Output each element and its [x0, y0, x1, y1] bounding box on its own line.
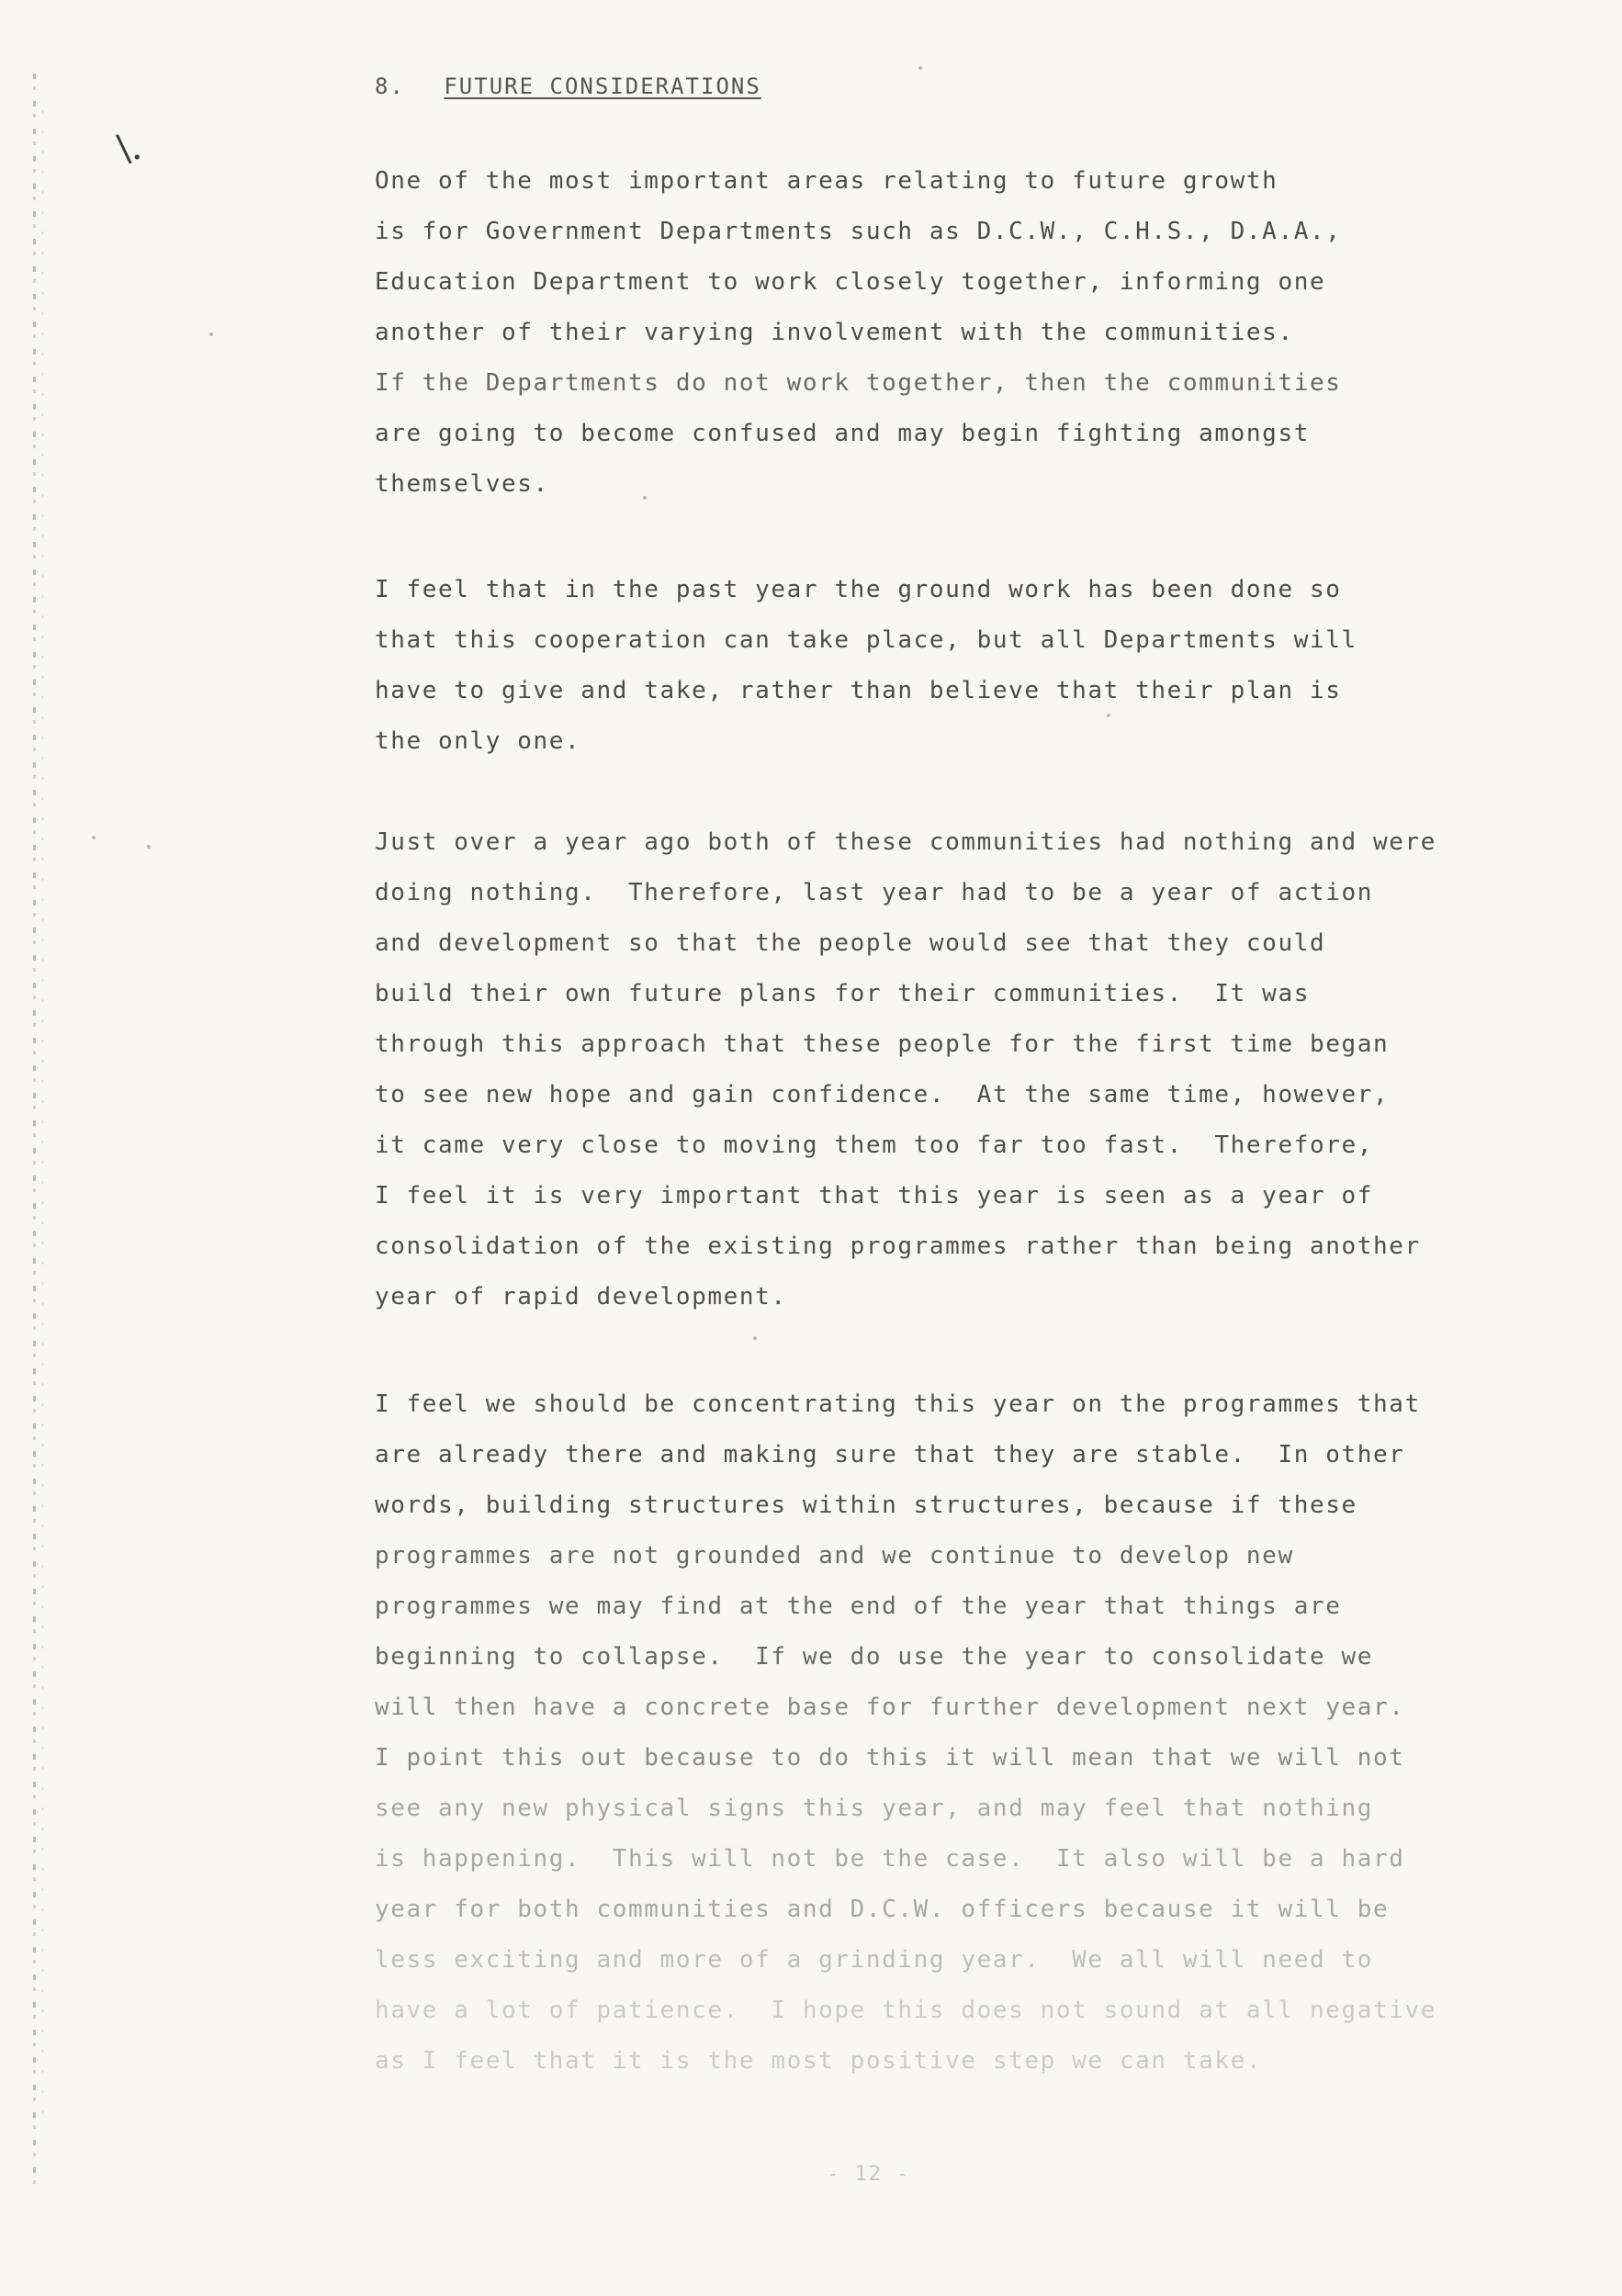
paper-speck — [753, 1336, 757, 1340]
text-line: I feel we should be concentrating this year on the programmes that — [375, 1390, 1421, 1418]
text-line: to see new hope and gain confidence. At the same time, however, — [375, 1081, 1390, 1109]
paper-speck — [92, 836, 96, 839]
text-line: programmes we may find at the end of the year that things are — [375, 1593, 1342, 1620]
text-line: as I feel that it is the most positive step we can take. — [375, 2047, 1263, 2075]
text-line: have to give and take, rather than believe that their plan is — [375, 677, 1342, 704]
text-line: If the Departments do not work together, then the communities — [375, 369, 1342, 397]
text-line: it came very close to moving them too far too fast. Therefore, — [375, 1131, 1373, 1159]
section-title: FUTURE CONSIDERATIONS — [444, 73, 761, 99]
section-heading — [375, 73, 761, 99]
page-number: - 12 - — [827, 2163, 911, 2186]
paper-speck — [918, 66, 922, 70]
text-line: is for Government Departments such as D.C.W., C.H.S., D.A.A., — [375, 218, 1342, 245]
paper-speck — [643, 496, 647, 500]
text-line: see any new physical signs this year, and may feel that nothing — [375, 1795, 1373, 1822]
text-line: another of their varying involvement with the communities. — [375, 319, 1294, 346]
text-line: programmes are not grounded and we continue to develop new — [375, 1542, 1294, 1570]
text-line: that this cooperation can take place, but all Departments will — [375, 626, 1357, 654]
text-line: will then have a concrete base for further development next year. — [375, 1694, 1405, 1721]
paper-speck — [1107, 714, 1110, 717]
text-line: I feel it is very important that this year is seen as a year of — [375, 1182, 1373, 1210]
text-line: year for both communities and D.C.W. officers because it will be — [375, 1896, 1390, 1923]
paragraph-3 — [375, 817, 1523, 1322]
text-line: words, building structures within structures, because if these — [375, 1491, 1357, 1519]
text-line: consolidation of the existing programmes rather than being another — [375, 1232, 1421, 1260]
text-line: Just over a year ago both of these communities had nothing and were — [375, 828, 1436, 856]
text-line: build their own future plans for their communities. It was — [375, 980, 1310, 1007]
text-line: themselves. — [375, 470, 549, 498]
section-number: 8. — [375, 73, 405, 99]
text-line: through this approach that these people for the first time began — [375, 1030, 1390, 1058]
text-line: I point this out because to do this it will mean that we will not — [375, 1744, 1405, 1772]
paragraph-2 — [375, 565, 1523, 767]
text-line: Education Department to work closely together, informing one — [375, 268, 1326, 296]
binding-edge-shadow — [42, 110, 43, 2131]
text-line: beginning to collapse. If we do use the year to consolidate we — [375, 1643, 1373, 1671]
text-line: doing nothing. Therefore, last year had to be a year of action — [375, 879, 1373, 906]
text-line: I feel that in the past year the ground work has been done so — [375, 576, 1342, 603]
text-line: year of rapid development. — [375, 1283, 787, 1311]
paragraph-1 — [375, 156, 1523, 510]
text-line: are going to become confused and may begin fighting amongst — [375, 420, 1310, 447]
text-line: less exciting and more of a grinding year. We all will need to — [375, 1946, 1373, 1974]
text-line: One of the most important areas relating to future growth — [375, 167, 1278, 195]
paper-speck — [209, 332, 213, 336]
text-line: is happening. This will not be the case. It also will be a hard — [375, 1845, 1405, 1873]
binding-edge — [33, 73, 36, 2186]
text-line: are already there and making sure that they are stable. In other — [375, 1441, 1405, 1469]
paragraph-4 — [375, 1379, 1523, 2087]
text-line: have a lot of patience. I hope this does not sound at all negative — [375, 1997, 1436, 2024]
margin-handwritten-mark: \. — [114, 125, 145, 171]
text-line: and development so that the people would see that they could — [375, 929, 1326, 957]
text-line: the only one. — [375, 727, 581, 755]
paper-speck — [147, 845, 151, 849]
